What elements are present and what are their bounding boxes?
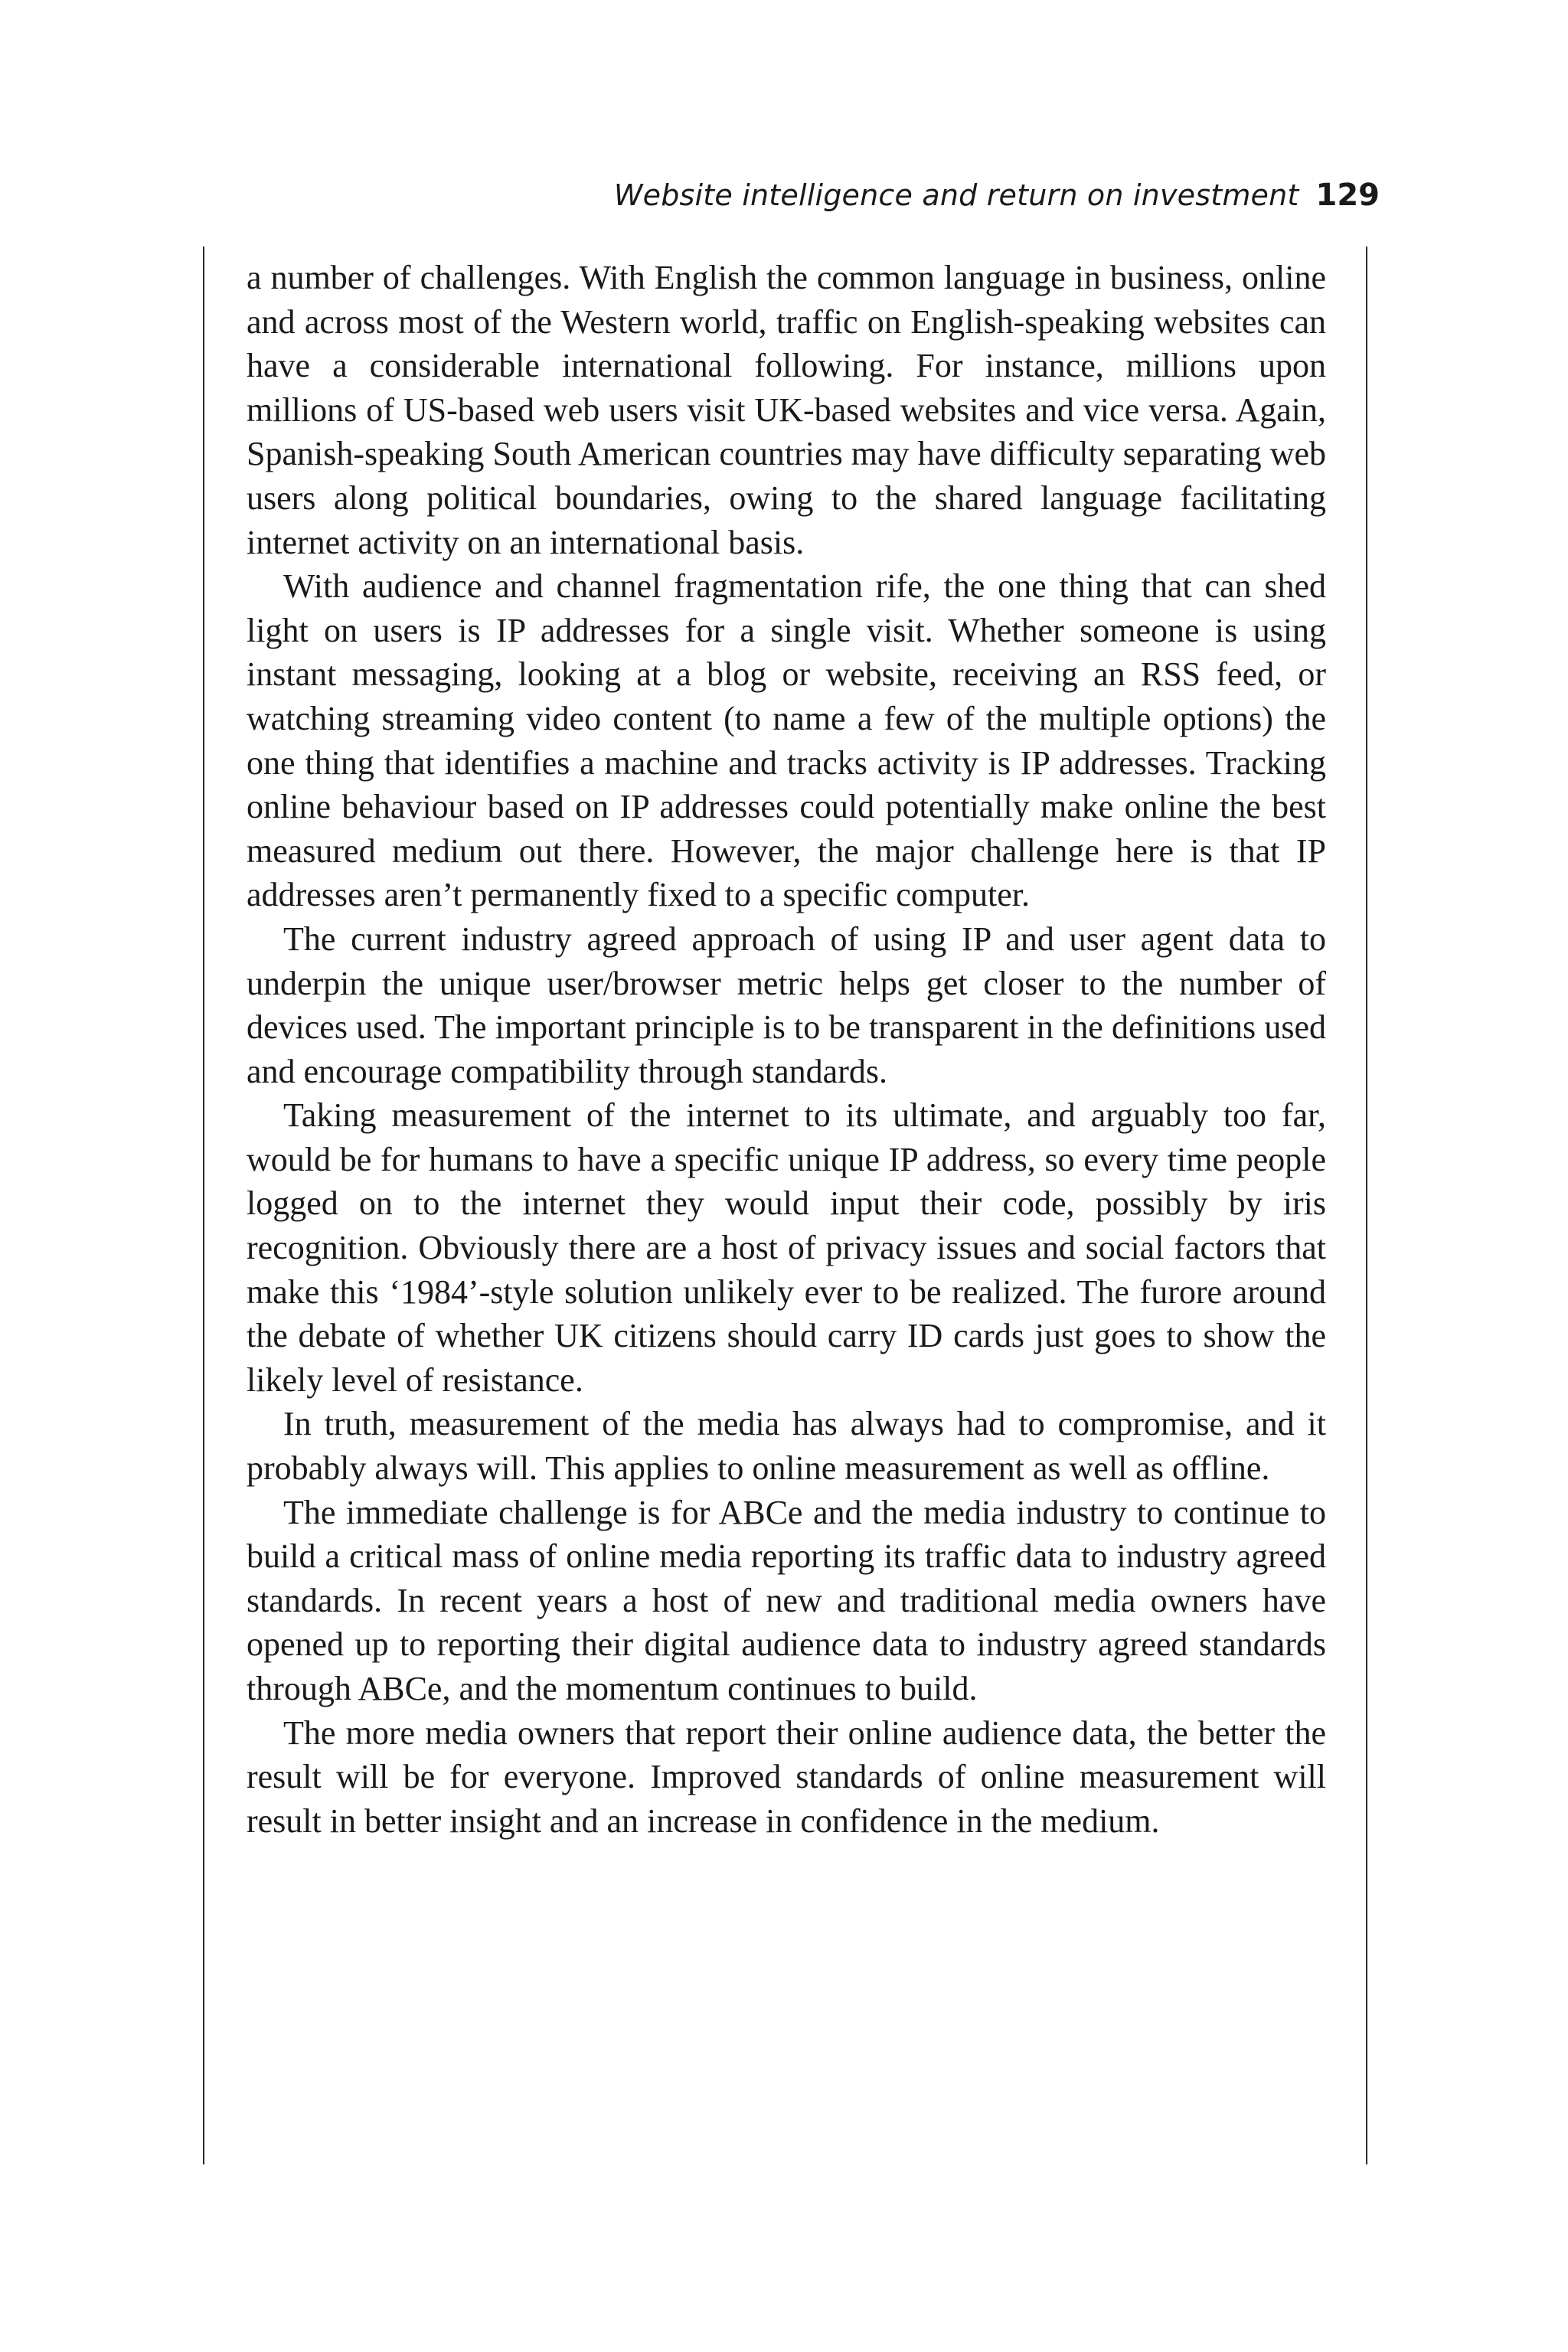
paragraph-ip-addresses: With audience and channel fragmentation rife, the one thing that can shed light on users is IP addresses for a single visit. Whether someone is using instant messaging, looking at a blog or website, receiving an RSS feed, or watching streaming video content (to name a few of the multiple options) the one thing that identifies a machine and tracks activity is IP addresses. Tracking online behaviour based on IP addresses could potentially make online the best measured medium out there. However, the major challenge here is that IP addresses aren’t permanently fixed to a specific computer. [247, 567, 1326, 914]
paragraph-compromise: In truth, measurement of the media has always had to compromise, and it probably always will. This applies to online measurement as well as offline. [247, 1405, 1326, 1488]
paragraph-industry-approach: The current industry agreed approach of using IP and user agent data to underpin the unique user/browser metric helps get closer to the number of devices used. The important principle is to be transparent in the definitions used and encourage compatibility through standards. [247, 920, 1326, 1090]
paragraph-continued: a number of challenges. With English the common language in business, online and across most of the Western world, traffic on English-speaking websites can have a considerable international following. For instance, millions upon millions of US-based web users visit UK-based websites and vice versa. Again, Spanish-speaking South American countries may have difficulty separating web users along political boundaries, owing to the shared language facilitating internet activity on an international basis. [247, 259, 1326, 561]
paragraph-immediate-challenge: The immediate challenge is for ABCe and the media industry to continue to build a critical mass of online media reporting its traffic data to industry agreed standards. In recent years a host of new and traditional media owners have opened up to reporting their digital audience data to industry agreed standards through ABCe, and the momentum continues to build. [247, 1493, 1326, 1707]
running-title: Website intelligence and return on investment [613, 178, 1299, 212]
body-text [247, 256, 1326, 1843]
paragraph-measurement-ultimate: Taking measurement of the internet to its ultimate, and arguably too far, would be for humans to have a specific unique IP address, so every time people logged on to the internet they would input their code, possibly by iris recognition. Obviously there are a host of privacy issues and social factors that make this ‘1984’-style solution unlikely ever to be realized. The furore around the debate of whether UK citizens should carry ID cards just goes to show the likely level of resistance. [247, 1096, 1326, 1399]
left-margin-rule [203, 247, 204, 2164]
running-header [614, 178, 1380, 213]
page-number: 129 [1315, 178, 1380, 213]
paragraph-conclusion: The more media owners that report their online audience data, the better the result will be for everyone. Improved standards of online measurement will result in better insight and an increase in confidence in the medium. [247, 1713, 1326, 1840]
right-margin-rule [1366, 247, 1367, 2164]
